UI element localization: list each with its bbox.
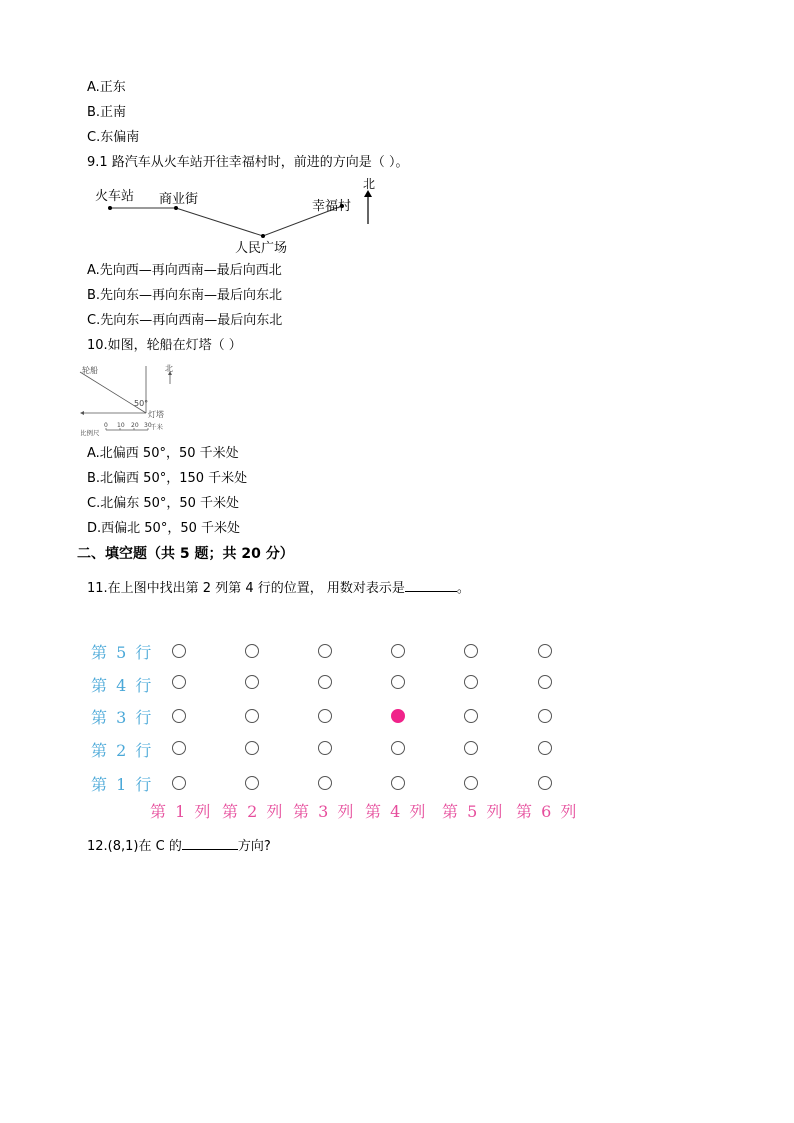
scale-tick-label: 20 [131, 422, 139, 429]
q12-text-after: 方向? [237, 839, 271, 854]
q10-figure [78, 362, 190, 440]
scale-label: 比例尺 [80, 429, 100, 437]
q11-answer-blank[interactable] [405, 578, 457, 592]
q8-option-c: C.东偏南 [87, 130, 140, 145]
scale-unit: 千米 [150, 423, 163, 431]
column-label-1: 第 1 列 [150, 802, 213, 821]
q9-route-map [85, 172, 395, 257]
grid-circle [391, 644, 405, 658]
row-label-3: 第 3 行 [91, 708, 154, 727]
q10-option-b: B.北偏西 50°，150 千米处 [87, 471, 248, 486]
street-label: 商业街 [159, 192, 199, 207]
grid-circle [172, 675, 186, 689]
grid-circle-filled [391, 709, 405, 723]
angle-label: 50° [134, 399, 149, 408]
grid-circle [172, 776, 186, 790]
column-label-6: 第 6 列 [516, 802, 579, 821]
grid-circle [538, 675, 552, 689]
q9-option-c: C.先向东—再向西南—最后向东北 [87, 313, 283, 328]
square-point [261, 234, 265, 238]
row-label-5: 第 5 行 [91, 643, 154, 662]
grid-circle [318, 644, 332, 658]
row-label-4: 第 4 行 [91, 676, 154, 695]
section-title: 二、填空题（共 5 题；共 20 分） [77, 546, 294, 562]
grid-circle [391, 675, 405, 689]
q11-question [87, 578, 470, 598]
grid-circle [391, 741, 405, 755]
scale-tick-label: 10 [117, 422, 125, 429]
grid-circle [464, 741, 478, 755]
grid-circle [318, 709, 332, 723]
station-point [108, 206, 112, 210]
scale-tick-label: 30 [144, 422, 152, 429]
grid-circle [172, 709, 186, 723]
row-label-1: 第 1 行 [91, 775, 154, 794]
village-label: 幸福村 [312, 199, 352, 214]
grid-circle [538, 741, 552, 755]
grid-circle [464, 644, 478, 658]
q9-option-b: B.先向东—再向东南—最后向东北 [87, 288, 283, 303]
north-label: 北 [165, 364, 173, 373]
grid-circle [245, 741, 259, 755]
grid-circle [318, 675, 332, 689]
route-line [110, 206, 342, 236]
q8-option-b: B.正南 [87, 105, 127, 120]
lighthouse-label: 灯塔 [148, 410, 164, 419]
q10-option-a: A.北偏西 50°，50 千米处 [87, 446, 239, 461]
q10-question: 10.如图，轮船在灯塔（ ） [87, 338, 242, 353]
q10-option-c: C.北偏东 50°，50 千米处 [87, 496, 240, 511]
column-label-3: 第 3 列 [293, 802, 356, 821]
grid-circle [538, 776, 552, 790]
north-label: 北 [363, 177, 376, 191]
column-label-2: 第 2 列 [222, 802, 285, 821]
row-label-2: 第 2 行 [91, 741, 154, 760]
q12-text-before: 12.(8,1)在 C 的 [87, 839, 182, 854]
q10-option-d: D.西偏北 50°，50 千米处 [87, 521, 240, 536]
grid-circle [464, 776, 478, 790]
column-label-4: 第 4 列 [365, 802, 428, 821]
grid-circle [172, 741, 186, 755]
grid-circle [318, 776, 332, 790]
q9-option-a: A.先向西—再向西南—最后向西北 [87, 263, 282, 278]
ship-label: 轮船 [82, 366, 98, 375]
grid-circle [245, 644, 259, 658]
grid-circle [464, 675, 478, 689]
grid-circle [245, 675, 259, 689]
q8-option-a: A.正东 [87, 80, 126, 95]
q9-question: 9.1 路汽车从火车站开往幸福村时，前进的方向是（ ）。 [87, 155, 409, 170]
station-label: 火车站 [95, 189, 135, 204]
grid-circle [464, 709, 478, 723]
grid-circle [391, 776, 405, 790]
q11-text-after: 。 [456, 581, 470, 596]
q12-question [87, 836, 271, 856]
west-arrow-head [80, 411, 84, 415]
scale-tick-label: 0 [104, 422, 108, 429]
grid-circle [245, 776, 259, 790]
grid-circle [538, 709, 552, 723]
grid-circle [172, 644, 186, 658]
grid-circle [318, 741, 332, 755]
q12-answer-blank[interactable] [182, 836, 238, 850]
q11-text-before: 11.在上图中找出第 2 列第 4 行的位置， 用数对表示是 [87, 581, 405, 596]
column-label-5: 第 5 列 [442, 802, 505, 821]
square-label: 人民广场 [235, 241, 288, 256]
north-arrow-head [364, 190, 372, 197]
grid-circle [538, 644, 552, 658]
grid-circle [245, 709, 259, 723]
